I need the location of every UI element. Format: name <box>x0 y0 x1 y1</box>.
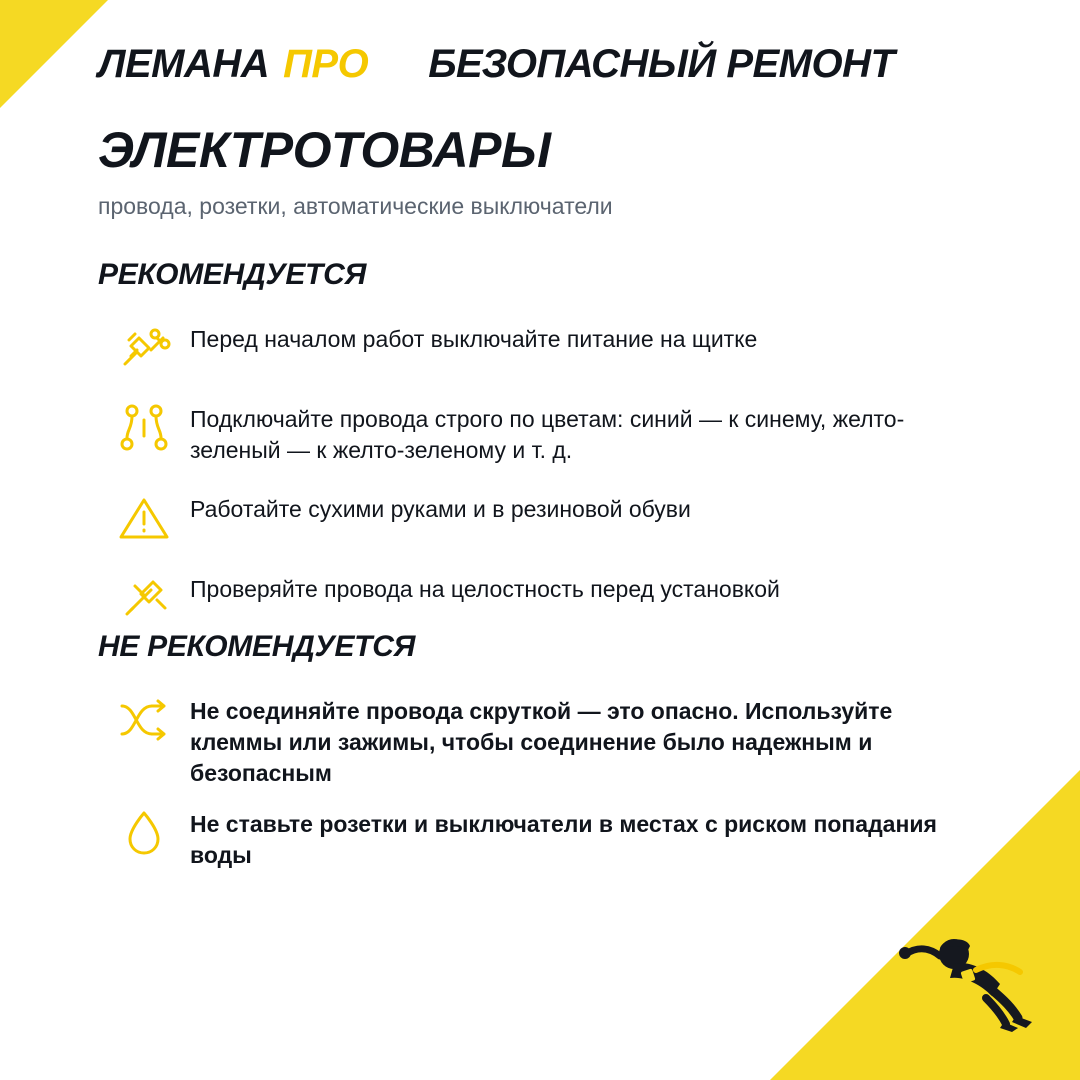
list-item-text: Перед началом работ выключайте питание на щитке <box>190 326 758 352</box>
list-item-text: Проверяйте провода на целостность перед установкой <box>190 576 780 603</box>
list-item-text: Работайте сухими руками и в резиновой обуви <box>190 496 691 523</box>
brand-name-main: ЛЕМАНА <box>98 42 270 86</box>
page-subtitle: провода, розетки, автоматические выключатели <box>98 192 613 219</box>
list-item <box>98 318 1010 376</box>
page-title: ЭЛЕКТРОТОВАРЫ <box>98 122 551 178</box>
section-not-recommended <box>98 630 1010 885</box>
wire-colors-icon <box>98 398 190 456</box>
corner-decoration-top-left <box>0 0 108 108</box>
flying-worker-mascot <box>892 912 1042 1032</box>
list-item <box>98 398 1010 466</box>
brand-name-accent: ПРО <box>283 42 369 86</box>
list-item <box>98 488 1010 546</box>
list-item <box>98 690 1010 789</box>
section-heading-recommended: РЕКОМЕНДУЕТСЯ <box>98 258 367 291</box>
header <box>98 44 1000 84</box>
plug-check-icon <box>98 568 190 626</box>
twisted-wires-icon <box>98 690 190 748</box>
list-item-text: Не соединяйте провода скруткой — это опасно. Используйте клеммы или зажимы, чтобы соединение было надежным и безопасным <box>190 698 893 787</box>
section-heading-not-recommended: НЕ РЕКОМЕНДУЕТСЯ <box>98 630 416 663</box>
brand-logo <box>98 44 368 84</box>
list-item-text: Не ставьте розетки и выключатели в местах с риском попадания воды <box>190 811 937 869</box>
header-title: БЕЗОПАСНЫЙ РЕМОНТ <box>428 42 895 86</box>
list-item-text: Подключайте провода строго по цветам: синий — к синему, желто-зеленый — к желто-зеленому и т. д. <box>190 406 905 464</box>
water-drop-icon <box>98 803 190 861</box>
section-recommended <box>98 258 1010 648</box>
list-item <box>98 803 1010 871</box>
warning-triangle-icon <box>98 488 190 546</box>
list-item <box>98 568 1010 626</box>
plug-connect-icon <box>98 318 190 376</box>
title-block <box>98 122 1000 221</box>
